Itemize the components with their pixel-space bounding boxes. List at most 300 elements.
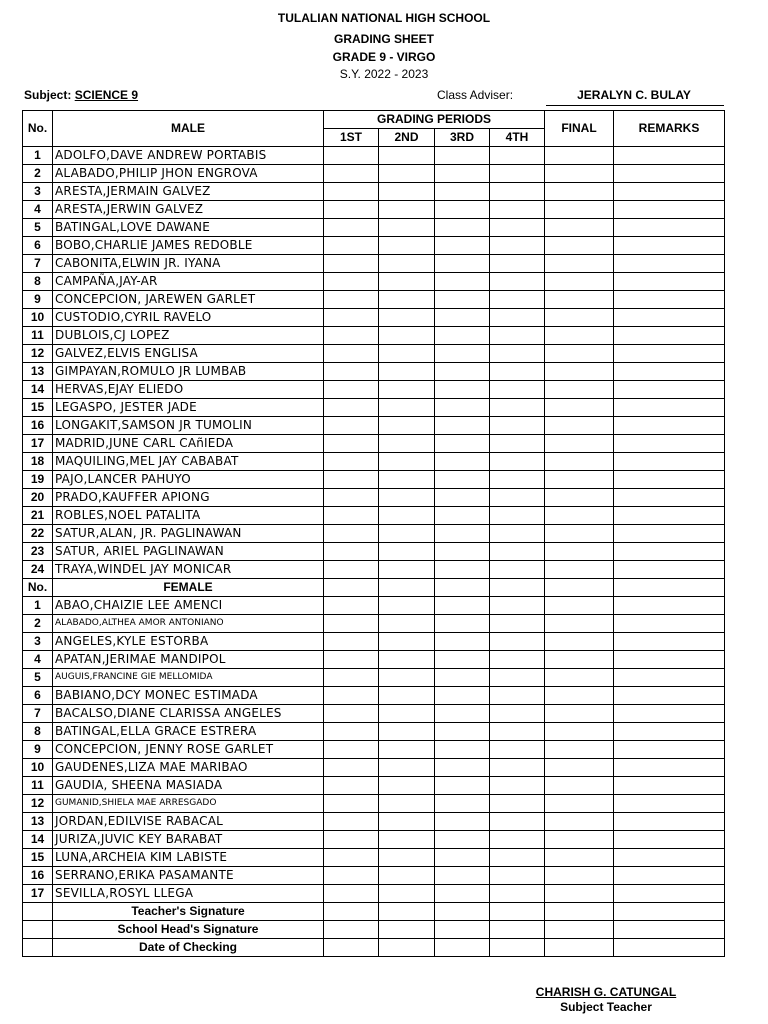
student-name: GIMPAYAN,ROMULO JR LUMBAB [53,363,324,381]
grade-4th-cell [490,849,545,867]
grade-3rd-cell [435,345,490,363]
grade-1st-cell [324,597,379,615]
final-cell [545,345,614,363]
grade-4th-cell [490,471,545,489]
student-name: ALABADO,ALTHEA AMOR ANTONIANO [53,615,324,633]
grade-2nd-cell [379,147,435,165]
grade-4th-cell [490,543,545,561]
remarks-cell [614,543,725,561]
final-cell [545,741,614,759]
grade-4th-cell [490,759,545,777]
period-1st: 1ST [324,129,379,147]
grade-4th-cell [490,921,545,939]
student-number: 13 [23,363,53,381]
student-name: CABONITA,ELWIN JR. IYANA [53,255,324,273]
remarks-cell [614,291,725,309]
grade-1st-cell [324,849,379,867]
period-2nd: 2ND [379,129,435,147]
grade-2nd-cell [379,309,435,327]
student-number: 11 [23,777,53,795]
grade-3rd-cell [435,525,490,543]
remarks-cell [614,903,725,921]
grade-4th-cell [490,525,545,543]
student-name: ADOLFO,DAVE ANDREW PORTABIS [53,147,324,165]
grade-1st-cell [324,327,379,345]
grade-2nd-cell [379,363,435,381]
remarks-cell [614,237,725,255]
student-row [23,831,725,849]
grade-2nd-cell [379,525,435,543]
remarks-cell [614,399,725,417]
student-number: 3 [23,183,53,201]
final-cell [545,633,614,651]
grade-2nd-cell [379,885,435,903]
remarks-cell [614,507,725,525]
grade-4th-cell [490,831,545,849]
grade-3rd-cell [435,759,490,777]
grade-3rd-cell [435,417,490,435]
student-name: BABIANO,DCY MONEC ESTIMADA [53,687,324,705]
student-number: 6 [23,687,53,705]
student-row [23,705,725,723]
grade-4th-cell [490,363,545,381]
student-name: CONCEPCION, JENNY ROSE GARLET [53,741,324,759]
grade-3rd-cell [435,201,490,219]
grade-2nd-cell [379,813,435,831]
final-cell [545,399,614,417]
student-row [23,687,725,705]
grade-3rd-cell [435,705,490,723]
student-number: 15 [23,399,53,417]
grade-1st-cell [324,885,379,903]
grade-3rd-cell [435,831,490,849]
remarks-cell [614,435,725,453]
grade-4th-cell [490,309,545,327]
final-cell [545,471,614,489]
student-name: BATINGAL,ELLA GRACE ESTRERA [53,723,324,741]
remarks-cell [614,723,725,741]
grade-4th-cell [490,165,545,183]
student-number: 17 [23,435,53,453]
final-cell [545,687,614,705]
final-cell [545,147,614,165]
student-number: 23 [23,543,53,561]
grade-2nd-cell [379,399,435,417]
student-row [23,201,725,219]
student-number: 2 [23,165,53,183]
student-row [23,633,725,651]
student-number: 24 [23,561,53,579]
student-name: HERVAS,EJAY ELIEDO [53,381,324,399]
grade-2nd-cell [379,867,435,885]
grade-4th-cell [490,417,545,435]
final-cell [545,327,614,345]
final-cell [545,219,614,237]
grade-4th-cell [490,345,545,363]
grade-3rd-cell [435,255,490,273]
grade-1st-cell [324,489,379,507]
period-4th: 4TH [490,129,545,147]
student-name: PRADO,KAUFFER APIONG [53,489,324,507]
teacher-name: CHARISH G. CATUNGAL [535,985,677,999]
final-cell [545,273,614,291]
remarks-cell [614,417,725,435]
grade-4th-cell [490,741,545,759]
student-number: 12 [23,795,53,813]
grade-2nd-cell [379,417,435,435]
signature-label: School Head's Signature [53,921,324,939]
student-name: JORDAN,EDILVISE RABACAL [53,813,324,831]
grade-1st-cell [324,291,379,309]
grade-1st-cell [324,723,379,741]
grade-3rd-cell [435,543,490,561]
grade-1st-cell [324,543,379,561]
student-name: LEGASPO, JESTER JADE [53,399,324,417]
subject-label: Subject: [24,88,72,102]
student-row [23,561,725,579]
student-row [23,417,725,435]
grade-2nd-cell [379,939,435,957]
grade-4th-cell [490,687,545,705]
grade-2nd-cell [379,741,435,759]
grade-4th-cell [490,327,545,345]
remarks-cell [614,453,725,471]
grade-1st-cell [324,867,379,885]
grade-3rd-cell [435,183,490,201]
grade-4th-cell [490,597,545,615]
student-number: 10 [23,759,53,777]
student-name: SATUR,ALAN, JR. PAGLINAWAN [53,525,324,543]
student-number: 10 [23,309,53,327]
grade-2nd-cell [379,921,435,939]
remarks-cell [614,885,725,903]
grade-2nd-cell [379,435,435,453]
student-row [23,489,725,507]
grade-4th-cell [490,273,545,291]
student-row [23,345,725,363]
final-cell [545,453,614,471]
student-number: 20 [23,489,53,507]
grade-3rd-cell [435,561,490,579]
grade-2nd-cell [379,327,435,345]
student-number: 13 [23,813,53,831]
grade-4th-cell [490,579,545,597]
student-row [23,795,725,813]
final-cell [545,417,614,435]
col-female-header: FEMALE [53,579,324,597]
grade-4th-cell [490,489,545,507]
grade-1st-cell [324,615,379,633]
grade-4th-cell [490,615,545,633]
student-row [23,669,725,687]
grade-3rd-cell [435,435,490,453]
grade-1st-cell [324,435,379,453]
student-name: SATUR, ARIEL PAGLINAWAN [53,543,324,561]
remarks-cell [614,579,725,597]
grade-2nd-cell [379,561,435,579]
grade-4th-cell [490,939,545,957]
student-row [23,615,725,633]
grade-3rd-cell [435,867,490,885]
student-name: ANGELES,KYLE ESTORBA [53,633,324,651]
grade-4th-cell [490,399,545,417]
grade-2nd-cell [379,165,435,183]
student-number: 7 [23,255,53,273]
grade-3rd-cell [435,903,490,921]
student-row [23,255,725,273]
grade-1st-cell [324,795,379,813]
school-year: S.Y. 2022 - 2023 [339,67,429,81]
remarks-cell [614,705,725,723]
remarks-cell [614,921,725,939]
col-no-header: No. [23,111,53,147]
student-name: ARESTA,JERMAIN GALVEZ [53,183,324,201]
col-remarks-header: REMARKS [614,111,725,147]
remarks-cell [614,795,725,813]
signature-label: Teacher's Signature [53,903,324,921]
student-number: 16 [23,417,53,435]
sheet-title: GRADING SHEET [333,32,434,46]
grade-1st-cell [324,525,379,543]
student-row [23,291,725,309]
grade-3rd-cell [435,723,490,741]
grade-2nd-cell [379,237,435,255]
grade-2nd-cell [379,543,435,561]
student-name: CONCEPCION, JAREWEN GARLET [53,291,324,309]
signature-label: Date of Checking [53,939,324,957]
student-name: LONGAKIT,SAMSON JR TUMOLIN [53,417,324,435]
final-cell [545,867,614,885]
student-row [23,525,725,543]
grade-4th-cell [490,237,545,255]
grade-3rd-cell [435,885,490,903]
grade-1st-cell [324,561,379,579]
student-number: 1 [23,597,53,615]
grade-1st-cell [324,165,379,183]
student-row [23,543,725,561]
final-cell [545,507,614,525]
grade-4th-cell [490,561,545,579]
grade-4th-cell [490,633,545,651]
grade-3rd-cell [435,309,490,327]
student-number: 11 [23,327,53,345]
student-number: 5 [23,669,53,687]
grade-4th-cell [490,885,545,903]
student-row [23,147,725,165]
grade-2nd-cell [379,345,435,363]
student-number: 5 [23,219,53,237]
grade-1st-cell [324,453,379,471]
student-number: 3 [23,633,53,651]
student-number: 18 [23,453,53,471]
header-row [23,111,725,129]
grade-4th-cell [490,147,545,165]
student-number: 16 [23,867,53,885]
final-cell [545,597,614,615]
student-number: 1 [23,147,53,165]
grade-3rd-cell [435,363,490,381]
grade-1st-cell [324,831,379,849]
student-row [23,327,725,345]
grade-4th-cell [490,867,545,885]
final-cell [545,777,614,795]
remarks-cell [614,849,725,867]
student-row [23,867,725,885]
grade-1st-cell [324,507,379,525]
grade-3rd-cell [435,597,490,615]
final-cell [545,705,614,723]
student-number: 9 [23,741,53,759]
grade-1st-cell [324,939,379,957]
student-number: 6 [23,237,53,255]
final-cell [545,543,614,561]
student-name: CUSTODIO,CYRIL RAVELO [53,309,324,327]
grade-1st-cell [324,381,379,399]
student-number: 14 [23,381,53,399]
grade-1st-cell [324,201,379,219]
grade-3rd-cell [435,327,490,345]
student-number: 8 [23,723,53,741]
grade-1st-cell [324,399,379,417]
grade-3rd-cell [435,399,490,417]
student-row [23,219,725,237]
remarks-cell [614,381,725,399]
student-row [23,849,725,867]
grade-2nd-cell [379,489,435,507]
grade-1st-cell [324,363,379,381]
adviser-underline [546,105,724,106]
student-name: ABAO,CHAIZIE LEE AMENCI [53,597,324,615]
grade-4th-cell [490,651,545,669]
student-row [23,759,725,777]
final-cell [545,723,614,741]
student-number: 14 [23,831,53,849]
grade-2nd-cell [379,705,435,723]
student-name: GUMANID,SHIELA MAE ARRESGADO [53,795,324,813]
student-row [23,183,725,201]
grade-2nd-cell [379,453,435,471]
student-name: ARESTA,JERWIN GALVEZ [53,201,324,219]
grade-2nd-cell [379,651,435,669]
student-name: JURIZA,JUVIC KEY BARABAT [53,831,324,849]
grade-1st-cell [324,219,379,237]
remarks-cell [614,471,725,489]
student-row [23,651,725,669]
grade-2nd-cell [379,777,435,795]
grade-2nd-cell [379,273,435,291]
grade-2nd-cell [379,291,435,309]
remarks-cell [614,669,725,687]
student-row [23,507,725,525]
student-name: AUGUIS,FRANCINE GIE MELLOMIDA [53,669,324,687]
remarks-cell [614,345,725,363]
grade-3rd-cell [435,147,490,165]
student-name: BATINGAL,LOVE DAWANE [53,219,324,237]
grade-3rd-cell [435,219,490,237]
grade-1st-cell [324,183,379,201]
student-name: ROBLES,NOEL PATALITA [53,507,324,525]
grade-3rd-cell [435,669,490,687]
grade-1st-cell [324,651,379,669]
grade-1st-cell [324,255,379,273]
grade-4th-cell [490,381,545,399]
student-name: CAMPAÑA,JAY-AR [53,273,324,291]
student-name: GAUDENES,LIZA MAE MARIBAO [53,759,324,777]
student-name: PAJO,LANCER PAHUYO [53,471,324,489]
remarks-cell [614,561,725,579]
remarks-cell [614,147,725,165]
signature-row [23,921,725,939]
grade-4th-cell [490,705,545,723]
remarks-cell [614,363,725,381]
remarks-cell [614,183,725,201]
student-name: MAQUILING,MEL JAY CABABAT [53,453,324,471]
student-name: GALVEZ,ELVIS ENGLISA [53,345,324,363]
final-cell [545,201,614,219]
student-name: SERRANO,ERIKA PASAMANTE [53,867,324,885]
grade-2nd-cell [379,831,435,849]
final-cell [545,849,614,867]
grade-1st-cell [324,345,379,363]
final-cell [545,885,614,903]
final-cell [545,561,614,579]
student-name: SEVILLA,ROSYL LLEGA [53,885,324,903]
grade-2nd-cell [379,219,435,237]
final-cell [545,921,614,939]
final-cell [545,381,614,399]
grade-2nd-cell [379,633,435,651]
teacher-title: Subject Teacher [560,1000,652,1014]
remarks-cell [614,741,725,759]
final-cell [545,183,614,201]
final-cell [545,435,614,453]
col-no-header: No. [23,579,53,597]
student-number: 19 [23,471,53,489]
grade-2nd-cell [379,687,435,705]
grade-1st-cell [324,705,379,723]
remarks-cell [614,813,725,831]
grade-3rd-cell [435,237,490,255]
grade-1st-cell [324,471,379,489]
final-cell [545,363,614,381]
grade-3rd-cell [435,273,490,291]
final-cell [545,579,614,597]
grade-3rd-cell [435,471,490,489]
grade-3rd-cell [435,489,490,507]
remarks-cell [614,759,725,777]
grade-3rd-cell [435,813,490,831]
grading-table [22,110,725,957]
student-number: 22 [23,525,53,543]
grade-1st-cell [324,921,379,939]
final-cell [545,237,614,255]
grade-3rd-cell [435,795,490,813]
grade-2nd-cell [379,615,435,633]
remarks-cell [614,327,725,345]
student-name: MADRID,JUNE CARL CAñIEDA [53,435,324,453]
grade-1st-cell [324,633,379,651]
grade-2nd-cell [379,723,435,741]
grade-2nd-cell [379,849,435,867]
remarks-cell [614,831,725,849]
adviser-label: Class Adviser: [437,88,514,102]
grade-4th-cell [490,669,545,687]
remarks-cell [614,273,725,291]
grade-2nd-cell [379,669,435,687]
signature-number-cell [23,903,53,921]
grade-2nd-cell [379,471,435,489]
remarks-cell [614,165,725,183]
